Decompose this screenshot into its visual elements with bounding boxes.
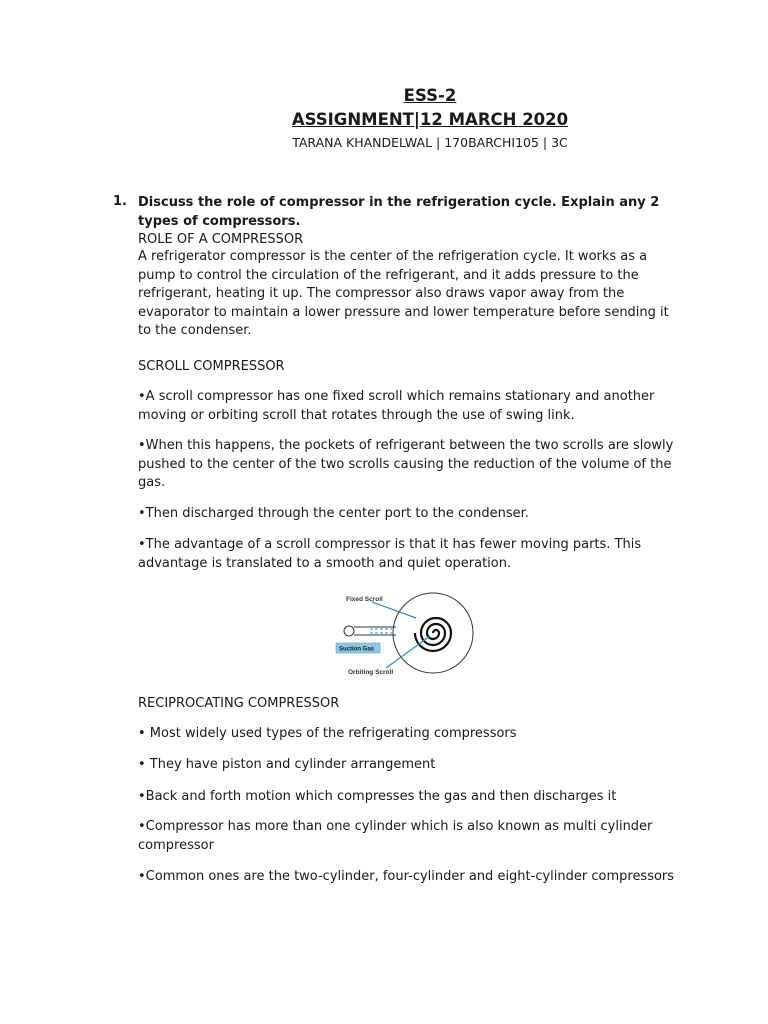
reciprocating-point-5: •Common ones are the two-cylinder, four-cylinder and eight-cylinder compressors [138, 869, 675, 884]
scroll-compressor-diagram [330, 590, 482, 680]
question-number: 1. [113, 194, 127, 209]
role-body: A refrigerator compressor is the center of the refrigeration cycle. It works as a pump to control the circulation of the refrigerant, and it adds pressure to the refrigerant, heating it up. The compressor also draws vapor away from the evaporator to maintain a lower pressure and lower temperature before sending it to the condenser. [138, 249, 669, 338]
scroll-point-3: •Then discharged through the center port to the condenser. [138, 506, 529, 521]
suction-port [344, 626, 354, 636]
assignment-title: ASSIGNMENT|12 MARCH 2020 [291, 110, 569, 129]
reciprocating-point-3: •Back and forth motion which compresses the gas and then discharges it [138, 789, 617, 804]
reciprocating-point-4: •Compressor has more than one cylinder which is also known as multi cylinder compressor [138, 819, 653, 853]
course-title: ESS-2 [403, 86, 457, 105]
reciprocating-heading: RECIPROCATING COMPRESSOR [138, 696, 340, 711]
reciprocating-point-2: • They have piston and cylinder arrangement [138, 757, 436, 772]
orbiting-scroll-label: Orbiting Scroll [348, 669, 394, 676]
reciprocating-point-1: • Most widely used types of the refrigerating compressors [138, 726, 517, 741]
author-line: TARANA KHANDELWAL | 170BARCHI105 | 3C [292, 135, 568, 150]
role-heading: ROLE OF A COMPRESSOR [138, 232, 304, 247]
fixed-scroll-label: Fixed Scroll [346, 596, 383, 603]
scroll-point-4: •The advantage of a scroll compressor is that it has fewer moving parts. This advantage is translated to a smooth and quiet operation. [138, 537, 642, 571]
suction-gas-label: Suction Gas [339, 646, 375, 653]
scroll-point-2: •When this happens, the pockets of refrigerant between the two scrolls are slowly pushed to the center of the two scrolls causing the reduction of the volume of the gas. [138, 438, 674, 490]
question-text: Discuss the role of compressor in the refrigeration cycle. Explain any 2 types of compressors. [138, 195, 660, 229]
scroll-point-1: •A scroll compressor has one fixed scroll which remains stationary and another moving or orbiting scroll that rotates through the use of swing link. [138, 389, 655, 423]
scroll-heading: SCROLL COMPRESSOR [138, 359, 285, 374]
